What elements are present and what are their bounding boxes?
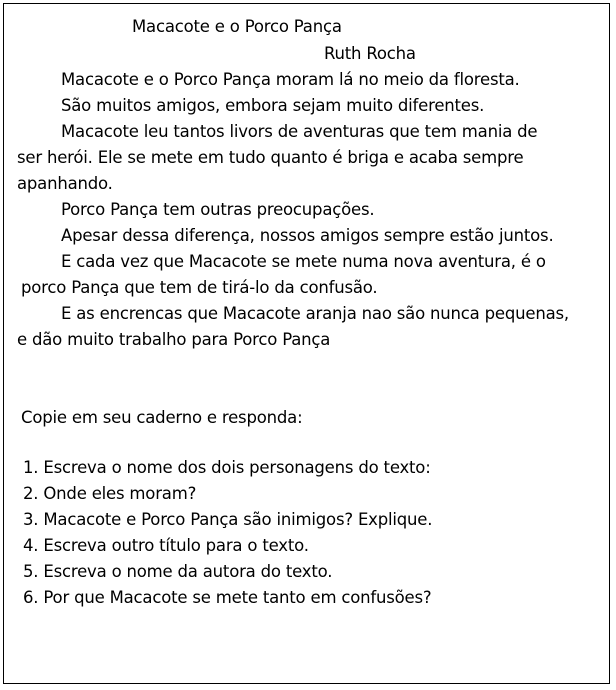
story-line: São muitos amigos, embora sejam muito diferentes. xyxy=(61,96,485,115)
question-item: 6. Por que Macacote se mete tanto em confusões? xyxy=(23,588,432,607)
story-author: Ruth Rocha xyxy=(324,44,416,63)
story-line: E as encrencas que Macacote aranja nao são nunca pequenas, xyxy=(61,304,569,323)
question-item: 1. Escreva o nome dos dois personagens do texto: xyxy=(23,458,431,477)
story-line: Macacote e o Porco Pança moram lá no meio da floresta. xyxy=(61,70,520,89)
question-item: 3. Macacote e Porco Pança são inimigos? Explique. xyxy=(23,510,433,529)
story-line: Apesar dessa diferença, nossos amigos sempre estão juntos. xyxy=(61,226,554,245)
story-line: e dão muito trabalho para Porco Pança xyxy=(17,330,331,349)
story-line: ser herói. Ele se mete em tudo quanto é briga e acaba sempre xyxy=(17,148,524,167)
question-item: 2. Onde eles moram? xyxy=(23,484,197,503)
story-line: porco Pança que tem de tirá-lo da confusão. xyxy=(21,278,378,297)
question-item: 5. Escreva o nome da autora do texto. xyxy=(23,562,333,581)
story-line: apanhando. xyxy=(17,174,113,193)
story-line: Macacote leu tantos livors de aventuras que tem mania de xyxy=(61,122,538,141)
question-item: 4. Escreva outro título para o texto. xyxy=(23,536,309,555)
story-line: E cada vez que Macacote se mete numa nova aventura, é o xyxy=(61,252,546,271)
story-line: Porco Pança tem outras preocupações. xyxy=(61,200,375,219)
exercise-instruction: Copie em seu caderno e responda: xyxy=(21,408,303,427)
story-title: Macacote e o Porco Pança xyxy=(132,17,342,36)
